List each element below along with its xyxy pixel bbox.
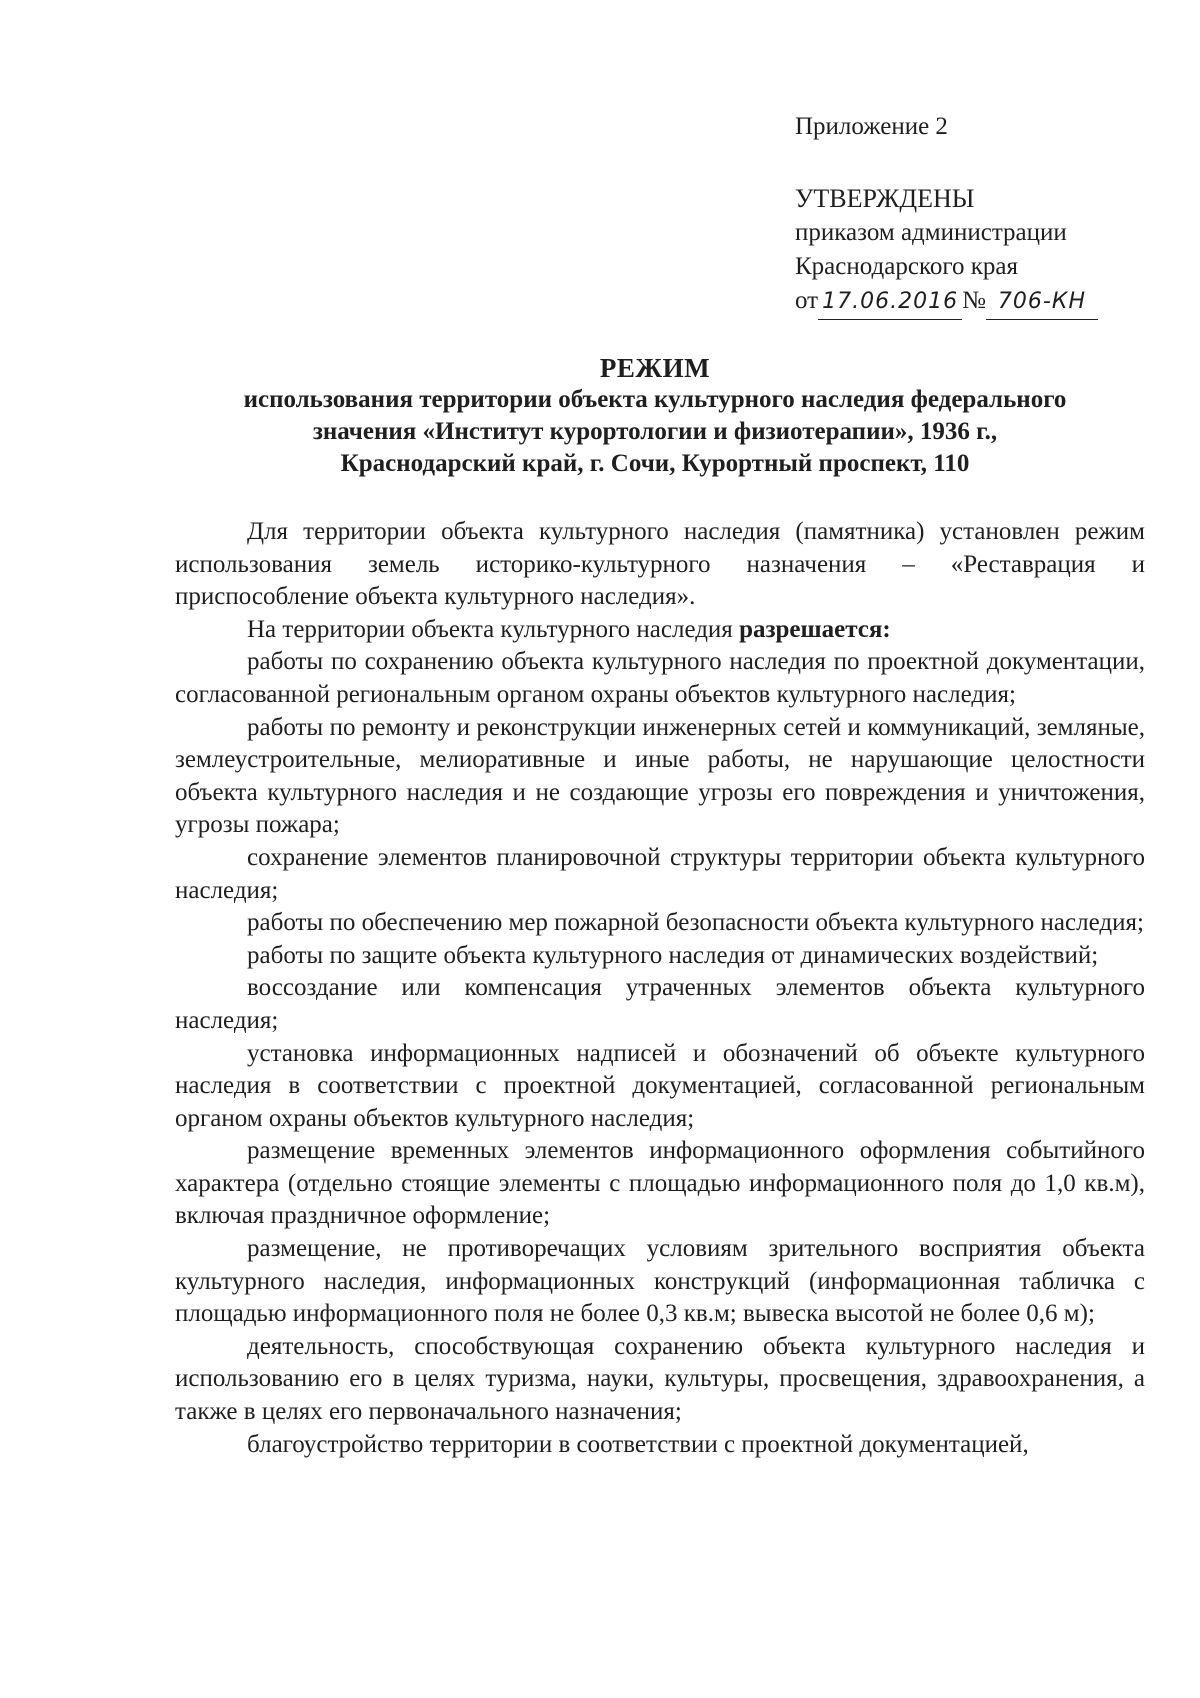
paragraph-item: работы по защите объекта культурного наследия от динамических воздействий; bbox=[247, 941, 1099, 969]
title-main: РЕЖИМ bbox=[599, 353, 711, 383]
document-title bbox=[150, 352, 1160, 480]
title-line-2: значения «Институт курортологии и физиотерапии», 1936 г., bbox=[312, 418, 998, 445]
approved-by-line-1: приказом администрации bbox=[795, 219, 1067, 246]
paragraph-item: сохранение элементов планировочной структуры территории объекта культурного наследия; bbox=[175, 843, 1145, 904]
approval-block bbox=[795, 110, 1175, 320]
paragraph-intro: Для территории объекта культурного наследия (памятника) установлен режим использования земель историко-культурного назначения – «Реставрация и приспособление объекта культурного наследия». bbox=[175, 518, 1145, 611]
paragraph-allowed-heading: На территории объекта культурного наследия разрешается: bbox=[247, 615, 891, 643]
paragraph-item: работы по обеспечению мер пожарной безопасности объекта культурного наследия; bbox=[247, 909, 1144, 937]
approved-by-line-2: Краснодарского края bbox=[795, 253, 1018, 280]
paragraph-item: работы по сохранению объекта культурного наследия по проектной документации, согласованной региональным органом охраны объектов культурного наследия; bbox=[175, 648, 1145, 708]
handwritten-date: 17.06.2016 bbox=[818, 285, 962, 320]
title-line-1: использования территории объекта культурного наследия федерального bbox=[243, 386, 1067, 413]
paragraph-item: воссоздание или компенсация утраченных элементов объекта культурного наследия; bbox=[175, 974, 1145, 1034]
approved-label: УТВЕРЖДЕНЫ bbox=[795, 184, 975, 213]
paragraph-item: размещение временных элементов информационного оформления событийного характера (отдельно стоящие элементы с площадью информационного поля до 1,0 кв.м), включая праздничное оформление; bbox=[175, 1137, 1145, 1230]
order-date-number-line bbox=[795, 284, 1175, 320]
title-line-3: Краснодарский край, г. Сочи, Курортный проспект, 110 bbox=[340, 450, 970, 477]
paragraph-item: размещение, не противоречащих условиям зрительного восприятия объекта культурного наследия, информационных конструкций (информационная табличка с площадью информационного поля не более 0,3 кв.м; вывеска высотой не более 0,6 м); bbox=[175, 1235, 1145, 1328]
paragraph-item: установка информационных надписей и обозначений об объекте культурного наследия в соответствии с проектной документацией, согласованной региональным органом охраны объектов культурного наследия; bbox=[175, 1039, 1145, 1132]
paragraph-item: благоустройство территории в соответствии с проектной документацией, bbox=[247, 1430, 1029, 1458]
paragraph-item: работы по ремонту и реконструкции инженерных сетей и коммуникаций, земляные, землеустроительные, мелиоративные и иные работы, не нарушающие целостности объекта культурного наследия и не создающие угрозы его повреждения и уничтожения, угрозы пожара; bbox=[175, 713, 1145, 839]
document-body bbox=[175, 516, 1145, 1461]
number-sign: № bbox=[962, 287, 986, 314]
handwritten-order-number: 706-КН bbox=[986, 285, 1098, 320]
paragraph-item: деятельность, способствующая сохранению объекта культурного наследия и использованию его в целях туризма, науки, культуры, просвещения, здравоохранения, а также в целях его первоначального назначения; bbox=[175, 1332, 1145, 1426]
allowed-keyword: разрешается: bbox=[739, 615, 891, 643]
annex-label: Приложение 2 bbox=[795, 113, 948, 140]
date-prefix: от bbox=[795, 287, 819, 314]
